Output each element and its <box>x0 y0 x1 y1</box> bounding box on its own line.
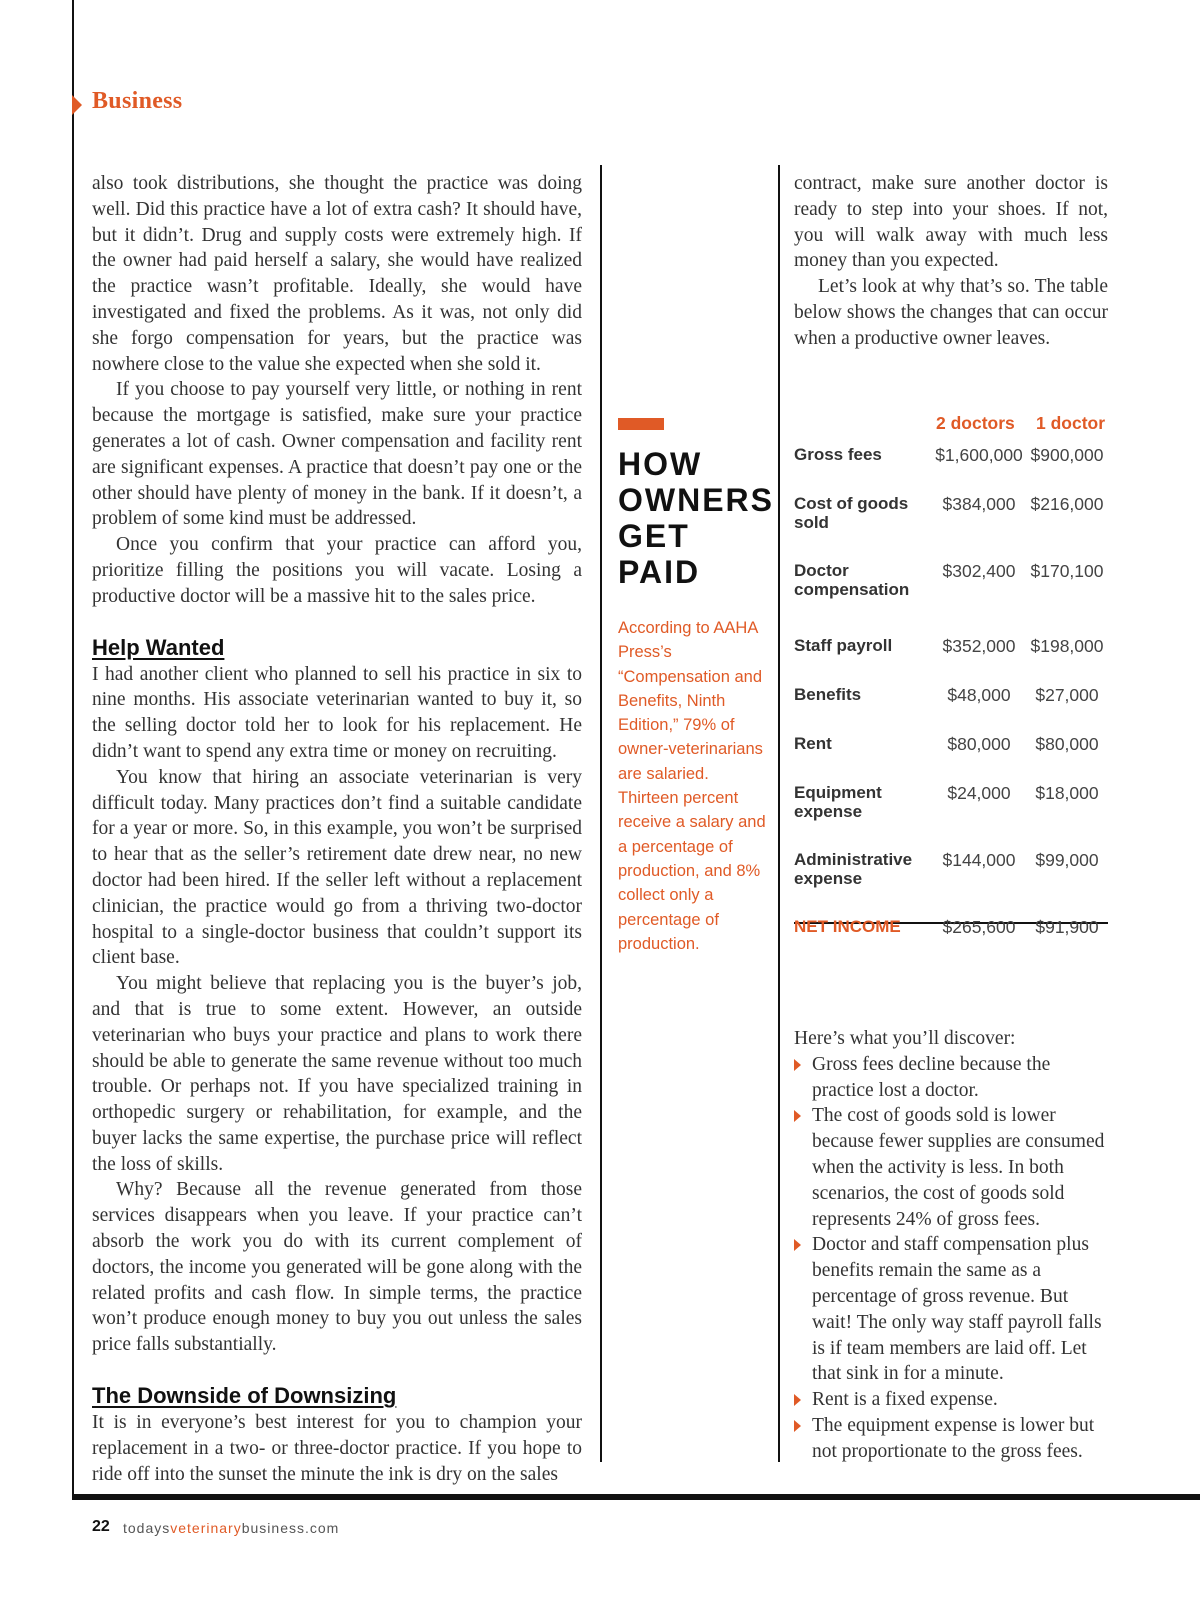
table-header-1-doctor: 1 doctor <box>1036 413 1106 433</box>
page-number: 22 <box>92 1518 110 1535</box>
section-label: Business <box>92 88 183 114</box>
subheading-downside: The Downside of Downsizing <box>92 1383 397 1409</box>
paragraph: I had another client who planned to sell his practice in six to nine months. His associate veterinarian wanted to buy it, so the selling doctor told her to look for his replacement. He didn’t want to spend any extra time or money on recruiting. <box>92 663 582 762</box>
bullet-arrow-icon <box>794 1110 801 1122</box>
subheading-help-wanted: Help Wanted <box>92 634 225 660</box>
bullet-arrow-icon <box>794 1239 801 1251</box>
left-column <box>92 171 582 1487</box>
paragraph: You might believe that replacing you is the buyer’s job, and that is true to some extent. However, an outside veterinarian who buys your practice and plans to work there should be able to generate the same revenue without too much trouble. Or perhaps not. If you have specialized training in orthopedic surgery or rehabilitation, for example, and the buyer lacks the same expertise, the purchase price will reflect the loss of skills. <box>92 973 582 1175</box>
page-left-rule <box>72 0 74 1500</box>
paragraph: It is in everyone’s best interest for you to champion your replacement in a two- or three-doctor practice. If you hope to ride off into the sunset the minute the ink is dry on the sales <box>92 1412 582 1485</box>
right-column <box>794 171 1108 352</box>
paragraph: Let’s look at why that’s so. The table below shows the changes that can occur when a productive owner leaves. <box>794 276 1108 349</box>
column-divider <box>600 165 602 1462</box>
sidebar-title: HOW OWNERS GET PAID <box>618 446 774 590</box>
sidebar-box <box>618 418 774 956</box>
list-item: The equipment expense is lower but not proportionate to the gross fees. <box>794 1413 1108 1465</box>
financial-table: 2 doctors 1 doctor Gross fees $1,600,000 $900,000 Cost of goods sold $384,000 $216,000 Doctor compensation $302,400 $170,100 Staff payroll $352,000 $198,000 Benefits $48,000 $27,000 Rent $80,000 $80,000 Equipment expense $24,000 $18,000 Administrative expense $144,000 $99,000 NET INCOME $265,600 $91,900 <box>794 405 1108 439</box>
discover-intro: Here’s what you’ll discover: <box>794 1028 1016 1049</box>
paragraph: If you choose to pay yourself very little, or nothing in rent because the mortgage is satisfied, make sure your practice generates a lot of cash. Owner compensation and facility rent are significant expenses. A practice that doesn’t pay one or the other should have plenty of money in the bank. If it doesn’t, a problem of some kind must be addressed. <box>92 379 582 530</box>
list-item: Gross fees decline because the practice lost a doctor. <box>794 1052 1108 1104</box>
bullet-arrow-icon <box>794 1059 801 1071</box>
list-item: The cost of goods sold is lower because fewer supplies are consumed when the activity is less. In both scenarios, the cost of goods sold represents 24% of gross fees. <box>794 1103 1108 1232</box>
footer-website: todaysveterinarybusiness.com <box>123 1520 340 1536</box>
paragraph: Once you confirm that your practice can afford you, prioritize filling the positions you will vacate. Losing a productive doctor will be a massive hit to the sales price. <box>92 534 582 607</box>
table-header <box>794 405 1108 439</box>
sidebar-body: According to AAHA Press’s “Compensation and Benefits, Ninth Edition,” 79% of owner-veterinarians are salaried. Thirteen percent receive a salary and a percentage of production, and 8% collect only a percentage of production. <box>618 619 766 953</box>
discover-list <box>794 1052 1108 1465</box>
footer-rule <box>72 1494 1200 1500</box>
bullet-arrow-icon <box>794 1394 801 1406</box>
table-header-2-doctors: 2 doctors <box>936 413 1015 433</box>
list-item: Rent is a fixed expense. <box>794 1387 1108 1413</box>
sidebar-accent-bar <box>618 418 664 430</box>
paragraph: also took distributions, she thought the practice was doing well. Did this practice have a lot of extra cash? It should have, but it didn’t. Drug and supply costs were extremely high. If the owner had paid herself a salary, she would have realized the practice wasn’t profitable. Ideally, she would have investigated and fixed the problems. As it was, not only did she forgo compensation for years, but the practice was nowhere close to the value she expected when she sold it. <box>92 173 582 375</box>
section-marker-icon <box>72 95 82 115</box>
bullet-arrow-icon <box>794 1420 801 1432</box>
paragraph: contract, make sure another doctor is ready to step into your shoes. If not, you will walk away with much less money than you expected. <box>794 173 1108 272</box>
column-divider <box>778 165 780 1462</box>
discover-list-section <box>794 1026 1108 1465</box>
paragraph: You know that hiring an associate veterinarian is very difficult today. Many practices don’t find a suitable candidate for a year or more. So, in this example, you won’t be surprised to hear that as the seller’s retirement date drew near, no new doctor had been hired. If the seller left without a replacement clinician, the practice would go from a thriving two-doctor hospital to a single-doctor business that couldn’t support its client base. <box>92 766 582 969</box>
list-item: Doctor and staff compensation plus benefits remain the same as a percentage of gross revenue. But wait! The only way staff payroll falls is if team members are laid off. Let that sink in for a minute. <box>794 1232 1108 1387</box>
paragraph: Why? Because all the revenue generated from those services disappears when you leave. If your practice can’t absorb the work you do with its current complement of doctors, the income you generated will be gone along with the related profits and cash flow. In simple terms, the practice won’t produce enough money to buy you out unless the sales price falls substantially. <box>92 1179 582 1356</box>
